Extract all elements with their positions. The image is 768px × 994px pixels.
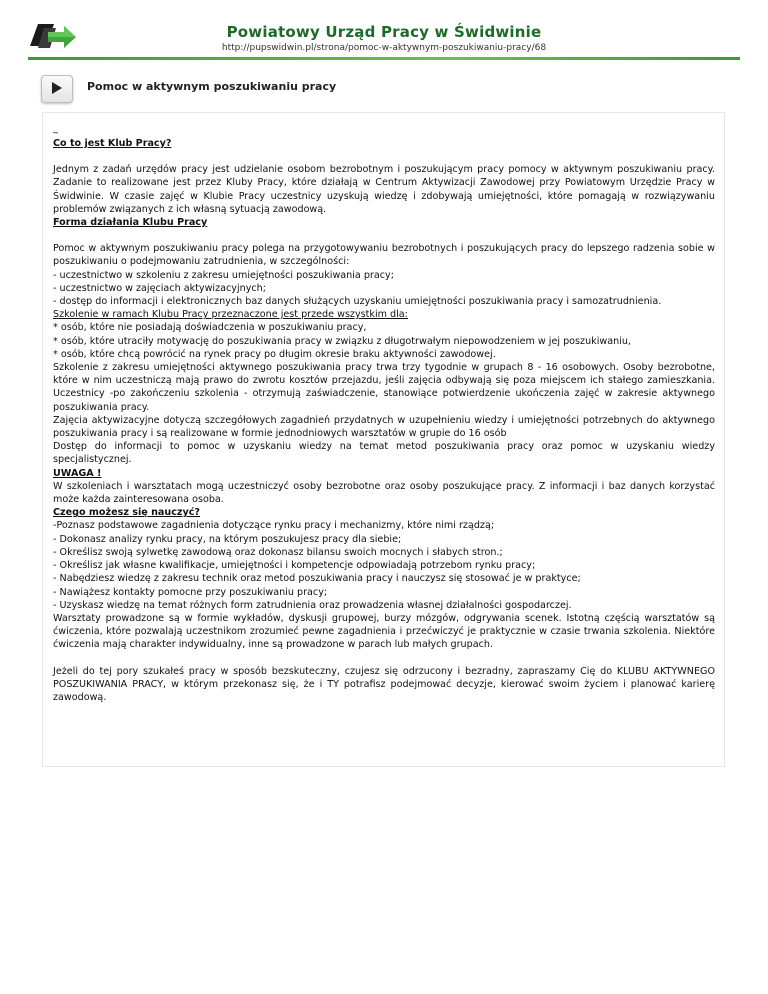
heading-training-for: Szkolenie w ramach Klubu Pracy przeznaczone jest przede wszystkim dla: — [53, 309, 408, 321]
article-body — [53, 124, 715, 704]
heading-what-learn: Czego możesz się nauczyć? — [53, 507, 200, 519]
list-item: * osób, które chcą powrócić na rynek pracy po długim okresie braku aktywności zawodowej. — [53, 348, 496, 360]
list-item: * osób, które utraciły motywację do poszukiwania pracy w związku z długotrwałym niepowodzeniem w jej poszukiwaniu, — [53, 335, 631, 347]
heading-warning: UWAGA ! — [53, 467, 102, 479]
paragraph-intro: Jednym z zadań urzędów pracy jest udzielanie osobom bezrobotnym i poszukującym pracy pomocy w aktywnym poszukiwaniu pracy. Zadanie to realizowane jest przez Kluby Pracy, które działają w Centrum Aktywizacji Zawodowej przy Powiatowym Urzędzie Pracy w Świdwinie. W czasie zajęć w Klubie Pracy uczestnicy uzyskują wiedzę i zdobywają umiejętności, które pomagają w rozwiązywaniu problemów związanych z ich własną sytuacją zawodową. — [53, 164, 715, 215]
list-item: - Nawiążesz kontakty pomocne przy poszukiwaniu pracy; — [53, 586, 328, 598]
paragraph-invitation: Jeżeli do tej pory szukałeś pracy w sposób bezskuteczny, czujesz się odrzucony i bezradny, zapraszamy Cię do KLUBU AKTYWNEGO POSZUKIWANIA PRACY, w którym przekonasz się, że i TY potrafisz podejmować decyzje, kierować swoim życiem i planować karierę zawodową. — [53, 665, 715, 703]
list-item: -Poznasz podstawowe zagadnienia dotyczące rynku pracy i mechanizmy, które nimi rządzą; — [53, 520, 495, 532]
paragraph-access: Dostęp do informacji to pomoc w uzyskaniu wiedzy na temat metod poszukiwania pracy oraz pomoc w uzyskaniu wiedzy specjalistycznej. — [53, 441, 715, 466]
paragraph-help: Pomoc w aktywnym poszukiwaniu pracy polega na przygotowywaniu bezrobotnych i poszukujących pracy do lepszego radzenia sobie w poszukiwaniu o podejmowaniu zatrudnienia, w szczególności: — [53, 243, 715, 268]
list-item: - Określisz swoją sylwetkę zawodową oraz dokonasz bilansu swoich mocnych i słabych stron.; — [53, 546, 503, 558]
list-item: - Uzyskasz wiedzę na temat różnych form zatrudnienia oraz prowadzenia własnej działalności gospodarczej. — [53, 599, 572, 611]
heading-form: Forma działania Klubu Pracy — [53, 217, 208, 229]
play-arrow-icon — [51, 82, 63, 94]
site-header — [0, 0, 768, 60]
list-item: - Nabędziesz wiedzę z zakresu technik oraz metod poszukiwania pracy i nauczysz się stosować je w praktyce; — [53, 573, 581, 585]
site-url[interactable]: http://pupswidwin.pl/strona/pomoc-w-aktywnym-poszukiwaniu-pracy/68 — [221, 43, 547, 53]
paragraph-training: Szkolenie z zakresu umiejętności aktywnego poszukiwania pracy trwa trzy tygodnie w grupach 8 - 16 osobowych. Osoby bezrobotne, które w nim uczestniczą mają prawo do zwrotu kosztów przejazdu, jeśli zajęcia odbywają się poza miejscem ich stałego zamieszkania. Uczestnicy -po zakończeniu szkolenia - otrzymują zaświadczenie, stanowiące potwierdzenie ukończenia zajęć w zakresie aktywnego poszukiwania pracy. — [53, 362, 715, 413]
paragraph-participants: W szkoleniach i warsztatach mogą uczestniczyć osoby bezrobotne oraz osoby poszukujące pracy. Z informacji i baz danych korzystać może każda zainteresowana osoba. — [53, 480, 715, 506]
paragraph-workshops: Warsztaty prowadzone są w formie wykładów, dyskusji grupowej, burzy mózgów, odgrywania scenek. Istotną częścią warsztatów są ćwiczenia, które pozwalają uczestnikom zrozumieć pewne zagadnienia i przećwiczyć je praktycznie w czasie trwania szkolenia. Niektóre ćwiczenia mają charakter indywidualny, inne są prowadzone w parach lub małych grupach. — [53, 612, 715, 651]
list-item: - Określisz jak własne kwalifikacje, umiejętności i kompetencje odpowiadają potrzebom rynku pracy; — [53, 560, 536, 572]
site-title[interactable]: Powiatowy Urząd Pracy w Świdwinie — [226, 23, 542, 41]
page-arrow-button[interactable] — [41, 75, 73, 103]
spacer-text: _ — [53, 123, 58, 134]
paragraph-activities: Zajęcia aktywizacyjne dotyczą szczegółowych zagadnień przydatnych w uzupełnieniu wiedzy i umiejętności potrzebnych do aktywnego poszukiwania pracy i są realizowane w formie jednodniowych warsztatów w grupie do 16 osób — [53, 414, 715, 440]
list-item: - uczestnictwo w zajęciach aktywizacyjnych; — [53, 282, 266, 294]
list-item: - Dokonasz analizy rynku pracy, na którym poszukujesz pracy dla siebie; — [53, 533, 402, 545]
page-title: Pomoc w aktywnym poszukiwaniu pracy — [87, 80, 337, 93]
list-item: - uczestnictwo w szkoleniu z zakresu umiejętności poszukiwania pracy; — [53, 269, 394, 281]
list-item: - dostęp do informacji i elektronicznych baz danych służących uzyskaniu umiejętności poszukiwania pracy i samozatrudnienia. — [53, 296, 662, 308]
header-divider — [28, 57, 740, 60]
heading-what-is-club: Co to jest Klub Pracy? — [53, 138, 172, 149]
list-item: * osób, które nie posiadają doświadczenia w poszukiwaniu pracy, — [53, 322, 367, 334]
